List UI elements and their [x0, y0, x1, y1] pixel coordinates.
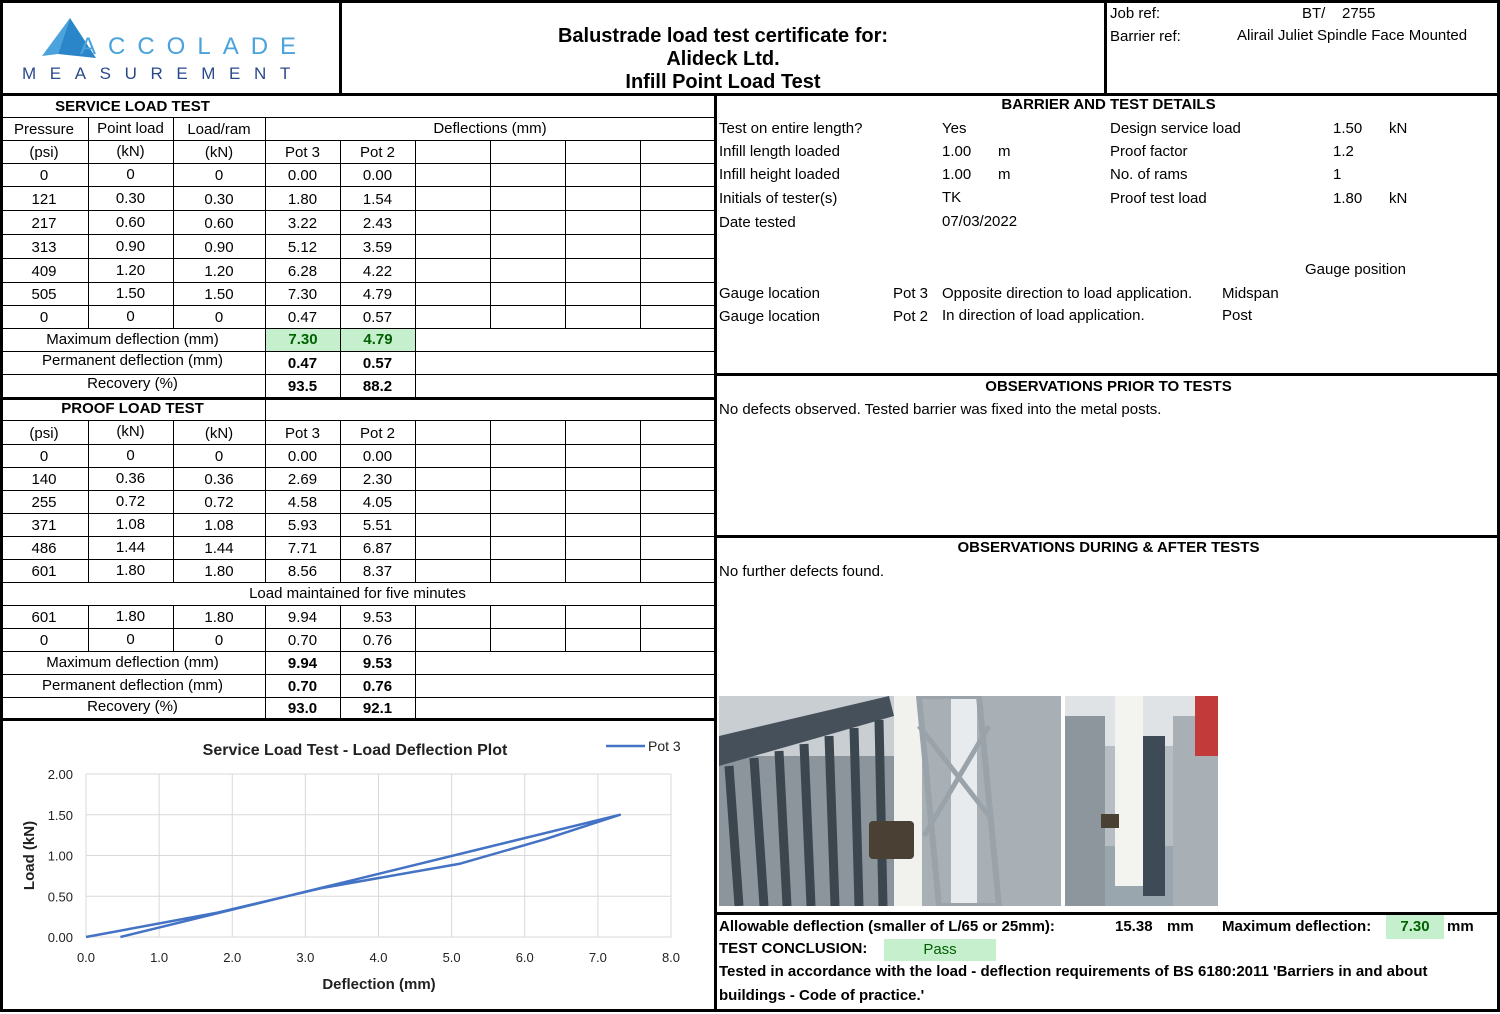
table-cell: 2.30: [340, 468, 415, 491]
chart-series-line-pot3: [86, 815, 620, 937]
design-load-value: 1.50: [1333, 119, 1362, 139]
table-cell: 0.00: [340, 164, 415, 187]
proof-perm-pot3: 0.70: [265, 675, 340, 698]
col-header-pot2: Pot 2: [340, 141, 415, 164]
table-cell: 0: [88, 628, 173, 651]
chart-y-tick-label: 0.50: [48, 889, 73, 904]
standard-note-line2: buildings - Code of practice.': [719, 986, 924, 1006]
table-cell: 2.69: [265, 468, 340, 491]
chart-x-tick-label: 7.0: [589, 950, 607, 965]
table-cell: 8.56: [265, 560, 340, 583]
table-cell: 2.43: [340, 212, 415, 235]
chart-x-tick-label: 0.0: [77, 950, 95, 965]
col-header-load-ram: Load/ram: [173, 118, 265, 141]
proof-max-pot3: 9.94: [265, 652, 340, 675]
table-cell: 1.80: [173, 606, 265, 629]
service-recovery-label: Recovery (%): [0, 372, 265, 395]
table-cell: 1.80: [173, 560, 265, 583]
col-header-point-load: Point load: [88, 117, 173, 140]
chart-x-tick-label: 6.0: [516, 950, 534, 965]
table-cell: 1.20: [88, 259, 173, 282]
chart-x-tick-label: 3.0: [296, 950, 314, 965]
table-cell: 0: [88, 305, 173, 328]
table-cell: 0.60: [173, 212, 265, 235]
table-cell: 1.80: [88, 559, 173, 582]
rule: [640, 420, 641, 582]
obs-during-text: No further defects found.: [719, 562, 884, 582]
maximum-deflection-value: 7.30: [1386, 915, 1444, 939]
table-cell: 121: [0, 188, 88, 211]
table-cell: 0: [0, 445, 88, 468]
table-cell: 0.30: [88, 187, 173, 210]
rams-label: No. of rams: [1110, 165, 1188, 185]
table-cell: 6.28: [265, 260, 340, 283]
proof-factor-value: 1.2: [1333, 142, 1354, 162]
table-cell: 0: [173, 164, 265, 187]
date-tested-label: Date tested: [719, 213, 796, 233]
table-cell: 4.58: [265, 491, 340, 514]
header-divider-2: [1104, 0, 1107, 95]
rule: [490, 605, 491, 651]
infill-height-label: Infill height loaded: [719, 165, 840, 185]
proof-rec-pot2: 92.1: [340, 697, 415, 720]
table-cell: 9.53: [340, 606, 415, 629]
service-load-title: SERVICE LOAD TEST: [0, 95, 265, 118]
chart-y-tick-label: 2.00: [48, 767, 73, 782]
infill-height-unit: m: [998, 165, 1011, 185]
logo-word-measurement: MEASUREMENT: [22, 64, 304, 84]
chart-x-tick-label: 1.0: [150, 950, 168, 965]
table-cell: 255: [0, 491, 88, 514]
table-cell: 4.79: [340, 283, 415, 306]
proof-factor-label: Proof factor: [1110, 142, 1188, 162]
load-maintained-label: Load maintained for five minutes: [0, 582, 715, 605]
chart-plot-area: [3, 721, 714, 1009]
initials-value: TK: [942, 188, 961, 208]
table-cell: 0: [0, 306, 88, 329]
allowable-deflection-value: 15.38: [1115, 917, 1153, 937]
table-cell: 371: [0, 514, 88, 537]
unit-kn: (kN): [88, 140, 173, 163]
maximum-deflection-label: Maximum deflection:: [1222, 917, 1371, 937]
table-cell: 0.90: [173, 236, 265, 259]
service-max-deflection-label: Maximum deflection (mm): [0, 328, 265, 351]
table-cell: 3.59: [340, 236, 415, 259]
gauge-position: Midspan: [1222, 284, 1279, 304]
chart-legend-label: Pot 3: [648, 738, 681, 754]
service-max-pot3: 7.30: [266, 329, 340, 351]
job-ref-label: Job ref:: [1110, 4, 1160, 24]
chart-y-tick-label: 1.00: [48, 849, 73, 864]
col-header-pot2: Pot 2: [340, 422, 415, 445]
date-tested-value: 07/03/2022: [942, 212, 1017, 232]
maximum-deflection-unit: mm: [1447, 917, 1474, 937]
unit-psi: (psi): [0, 141, 88, 164]
certificate-test-type: Infill Point Load Test: [342, 70, 1104, 94]
table-cell: 0.00: [265, 164, 340, 187]
table-cell: 5.93: [265, 514, 340, 537]
table-cell: 0: [173, 306, 265, 329]
proof-perm-pot2: 0.76: [340, 675, 415, 698]
service-perm-pot3: 0.47: [265, 352, 340, 375]
table-cell: 3.22: [265, 212, 340, 235]
chart-title: Service Load Test - Load Deflection Plot: [203, 742, 508, 759]
table-cell: 1.08: [173, 514, 265, 537]
table-cell: 217: [0, 212, 88, 235]
rule: [415, 140, 416, 397]
rule: [565, 140, 566, 328]
table-cell: 0: [88, 444, 173, 467]
chart-y-tick-label: 0.00: [48, 930, 73, 945]
table-cell: 0: [88, 163, 173, 186]
chart-x-axis-label: Deflection (mm): [322, 976, 435, 993]
table-cell: 0: [173, 629, 265, 652]
table-cell: 0.36: [173, 468, 265, 491]
gauge-position-label: Gauge position: [1305, 260, 1406, 280]
rams-value: 1: [1333, 165, 1341, 185]
barrier-photo-2: [1065, 696, 1218, 906]
company-logo: [18, 10, 328, 90]
table-cell: 1.44: [173, 537, 265, 560]
infill-length-unit: m: [998, 142, 1011, 162]
table-cell: 1.54: [340, 188, 415, 211]
gauge-description: In direction of load application.: [942, 306, 1145, 326]
load-deflection-chart: [3, 721, 714, 1009]
obs-during-title: OBSERVATIONS DURING & AFTER TESTS: [717, 538, 1500, 558]
proof-test-load-value: 1.80: [1333, 189, 1362, 209]
certificate-client: Alideck Ltd.: [342, 47, 1104, 71]
table-cell: 4.05: [340, 491, 415, 514]
allowable-deflection-unit: mm: [1167, 917, 1194, 937]
table-cell: 0.30: [173, 188, 265, 211]
table-cell: 7.30: [265, 283, 340, 306]
rule: [415, 420, 416, 582]
logo-word-accolade: ACCOLADE: [80, 34, 308, 60]
table-cell: 0.60: [88, 211, 173, 234]
table-cell: 1.80: [88, 605, 173, 628]
service-rec-pot2: 88.2: [340, 375, 415, 398]
certificate-title-line1: Balustrade load test certificate for:: [342, 24, 1104, 48]
table-cell: 505: [0, 283, 88, 306]
job-ref-value: 2755: [1342, 4, 1375, 24]
table-cell: 0: [0, 164, 88, 187]
table-cell: 1.50: [88, 282, 173, 305]
table-cell: 7.71: [265, 537, 340, 560]
rule: [490, 140, 491, 328]
table-cell: 8.37: [340, 560, 415, 583]
table-cell: 0.00: [265, 445, 340, 468]
infill-length-value: 1.00: [942, 142, 971, 162]
design-load-label: Design service load: [1110, 119, 1241, 139]
rule: [415, 605, 416, 718]
service-permanent-deflection-label: Permanent deflection (mm): [0, 349, 265, 372]
design-load-unit: kN: [1389, 119, 1407, 139]
table-cell: 0.72: [173, 491, 265, 514]
table-cell: 0.72: [88, 490, 173, 513]
service-max-pot2: 4.79: [341, 329, 415, 351]
test-conclusion-label: TEST CONCLUSION:: [719, 939, 867, 959]
job-ref-prefix: BT/: [1302, 4, 1325, 24]
table-cell: 0.70: [265, 629, 340, 652]
table-cell: 0: [173, 445, 265, 468]
proof-permanent-deflection-label: Permanent deflection (mm): [0, 674, 265, 697]
gauge-location-label: Gauge location: [719, 284, 820, 304]
table-cell: 1.08: [88, 513, 173, 536]
rule: [565, 605, 566, 651]
initials-label: Initials of tester(s): [719, 189, 837, 209]
table-cell: 1.44: [88, 536, 173, 559]
table-cell: 9.94: [265, 606, 340, 629]
unit-kn: (kN): [88, 420, 173, 443]
table-cell: 0.36: [88, 467, 173, 490]
rule: [565, 420, 566, 582]
proof-test-load-label: Proof test load: [1110, 189, 1207, 209]
test-result-badge: Pass: [884, 939, 996, 961]
test-entire-length-value: Yes: [942, 119, 966, 139]
table-cell: 4.22: [340, 260, 415, 283]
col-header-deflections: Deflections (mm): [265, 117, 715, 140]
col-header-pressure: Pressure: [0, 118, 88, 141]
chart-y-axis-label: Load (kN): [21, 821, 38, 890]
test-entire-length-label: Test on entire length?: [719, 119, 862, 139]
table-cell: 0.47: [265, 306, 340, 329]
table-cell: 409: [0, 260, 88, 283]
table-cell: 0.00: [340, 445, 415, 468]
proof-recovery-label: Recovery (%): [0, 695, 265, 718]
table-cell: 1.20: [173, 260, 265, 283]
table-cell: 601: [0, 560, 88, 583]
service-perm-pot2: 0.57: [340, 352, 415, 375]
proof-load-title: PROOF LOAD TEST: [0, 397, 265, 420]
table-cell: 486: [0, 537, 88, 560]
infill-length-label: Infill length loaded: [719, 142, 840, 162]
table-cell: 313: [0, 236, 88, 259]
barrier-ref-label: Barrier ref:: [1110, 27, 1181, 47]
allowable-deflection-label: Allowable deflection (smaller of L/65 or 25mm):: [719, 917, 1055, 937]
rule: [490, 420, 491, 582]
table-cell: 6.87: [340, 537, 415, 560]
col-header-pot3: Pot 3: [265, 141, 340, 164]
table-cell: 1.50: [173, 283, 265, 306]
table-cell: 140: [0, 468, 88, 491]
barrier-photo-1: [719, 696, 1061, 906]
gauge-description: Opposite direction to load application.: [942, 284, 1192, 304]
rule: [265, 397, 266, 420]
photo-image-icon: [719, 696, 1061, 906]
chart-y-tick-label: 1.50: [48, 808, 73, 823]
table-cell: 0: [0, 629, 88, 652]
infill-height-value: 1.00: [942, 165, 971, 185]
proof-max-pot2: 9.53: [340, 652, 415, 675]
standard-note-line1: Tested in accordance with the load - deflection requirements of BS 6180:2011 'Barriers in and about: [719, 962, 1427, 982]
unit-kn: (kN): [173, 141, 265, 164]
service-rec-pot3: 93.5: [265, 375, 340, 398]
unit-psi: (psi): [0, 422, 88, 445]
details-bottom-rule: [715, 373, 1500, 376]
proof-test-load-unit: kN: [1389, 189, 1407, 209]
obs-prior-title: OBSERVATIONS PRIOR TO TESTS: [717, 377, 1500, 397]
photos-bottom-rule: [715, 912, 1500, 915]
table-cell: 0.57: [340, 306, 415, 329]
photo-image-icon: [1065, 696, 1218, 906]
col-header-pot3: Pot 3: [265, 422, 340, 445]
table-cell: 5.51: [340, 514, 415, 537]
proof-rec-pot3: 93.0: [265, 697, 340, 720]
chart-x-tick-label: 8.0: [662, 950, 680, 965]
unit-kn: (kN): [173, 422, 265, 445]
gauge-location-label: Gauge location: [719, 307, 820, 327]
gauge-pot: Pot 3: [893, 284, 928, 304]
chart-x-tick-label: 4.0: [369, 950, 387, 965]
rule: [640, 605, 641, 651]
gauge-position: Post: [1222, 306, 1252, 326]
rule: [640, 140, 641, 328]
barrier-ref-value: Alirail Juliet Spindle Face Mounted: [1237, 26, 1467, 46]
table-cell: 5.12: [265, 236, 340, 259]
gauge-pot: Pot 2: [893, 307, 928, 327]
obs-prior-text: No defects observed. Tested barrier was fixed into the metal posts.: [719, 400, 1161, 420]
table-cell: 1.80: [265, 188, 340, 211]
proof-max-deflection-label: Maximum deflection (mm): [0, 651, 265, 674]
barrier-details-title: BARRIER AND TEST DETAILS: [717, 95, 1500, 115]
table-cell: 0.76: [340, 629, 415, 652]
table-cell: 601: [0, 606, 88, 629]
chart-x-tick-label: 2.0: [223, 950, 241, 965]
table-cell: 0.90: [88, 235, 173, 258]
chart-x-tick-label: 5.0: [443, 950, 461, 965]
